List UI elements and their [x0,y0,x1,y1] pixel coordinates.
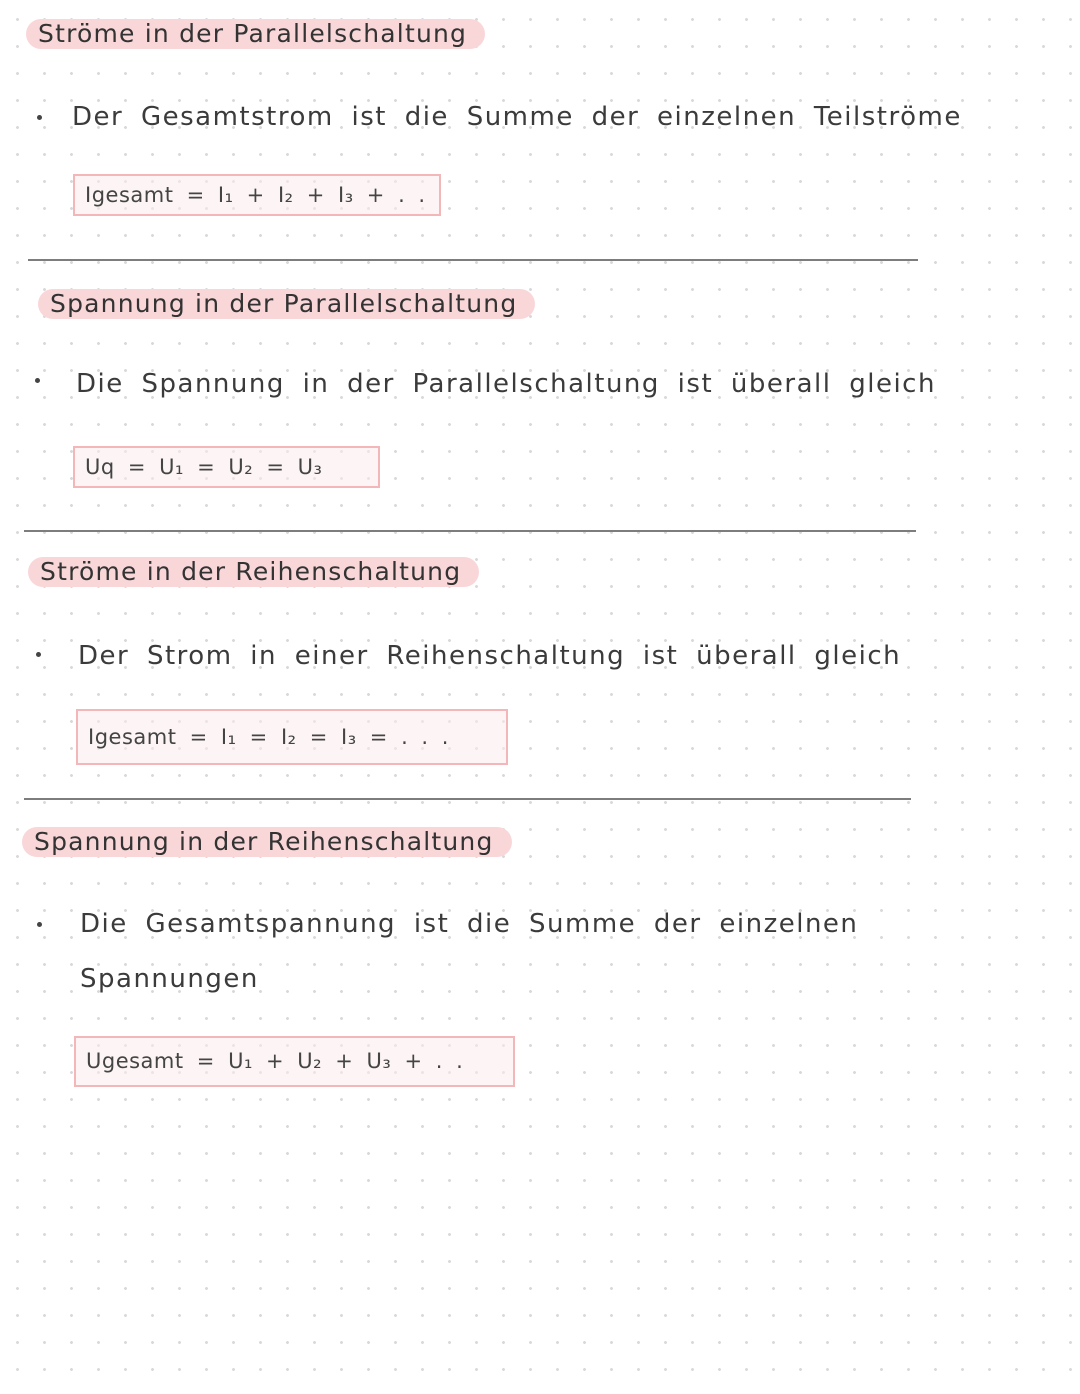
section-divider [28,259,918,261]
bullet-point [37,922,42,927]
section-text-line: Der Gesamtstrom ist die Summe der einzelnen Teilströme [72,102,962,132]
bullet-point [35,378,40,383]
section-heading-stroeme-reihe: Ströme in der Reihenschaltung [28,557,479,587]
bullet-point [36,652,41,657]
formula-box: Ugesamt = U₁ + U₂ + U₃ + . . [74,1036,515,1087]
section-heading-spannung-parallel: Spannung in der Parallelschaltung [38,289,535,319]
bullet-point [37,115,42,120]
section-text-line: Die Gesamtspannung ist die Summe der einzelnen [80,909,859,939]
section-heading-spannung-reihe: Spannung in der Reihenschaltung [22,827,512,857]
section-divider [24,798,911,800]
formula-box: Uq = U₁ = U₂ = U₃ [73,446,380,488]
section-text-line: Spannungen [80,964,259,994]
section-heading-stroeme-parallel: Ströme in der Parallelschaltung [26,19,485,49]
section-text-line: Der Strom in einer Reihenschaltung ist überall gleich [78,641,902,671]
section-text-line: Die Spannung in der Parallelschaltung ist überall gleich [76,369,936,399]
formula-box: Igesamt = I₁ = I₂ = I₃ = . . . [76,709,508,765]
section-divider [24,530,916,532]
formula-box: Igesamt = I₁ + I₂ + I₃ + . . [73,174,441,216]
